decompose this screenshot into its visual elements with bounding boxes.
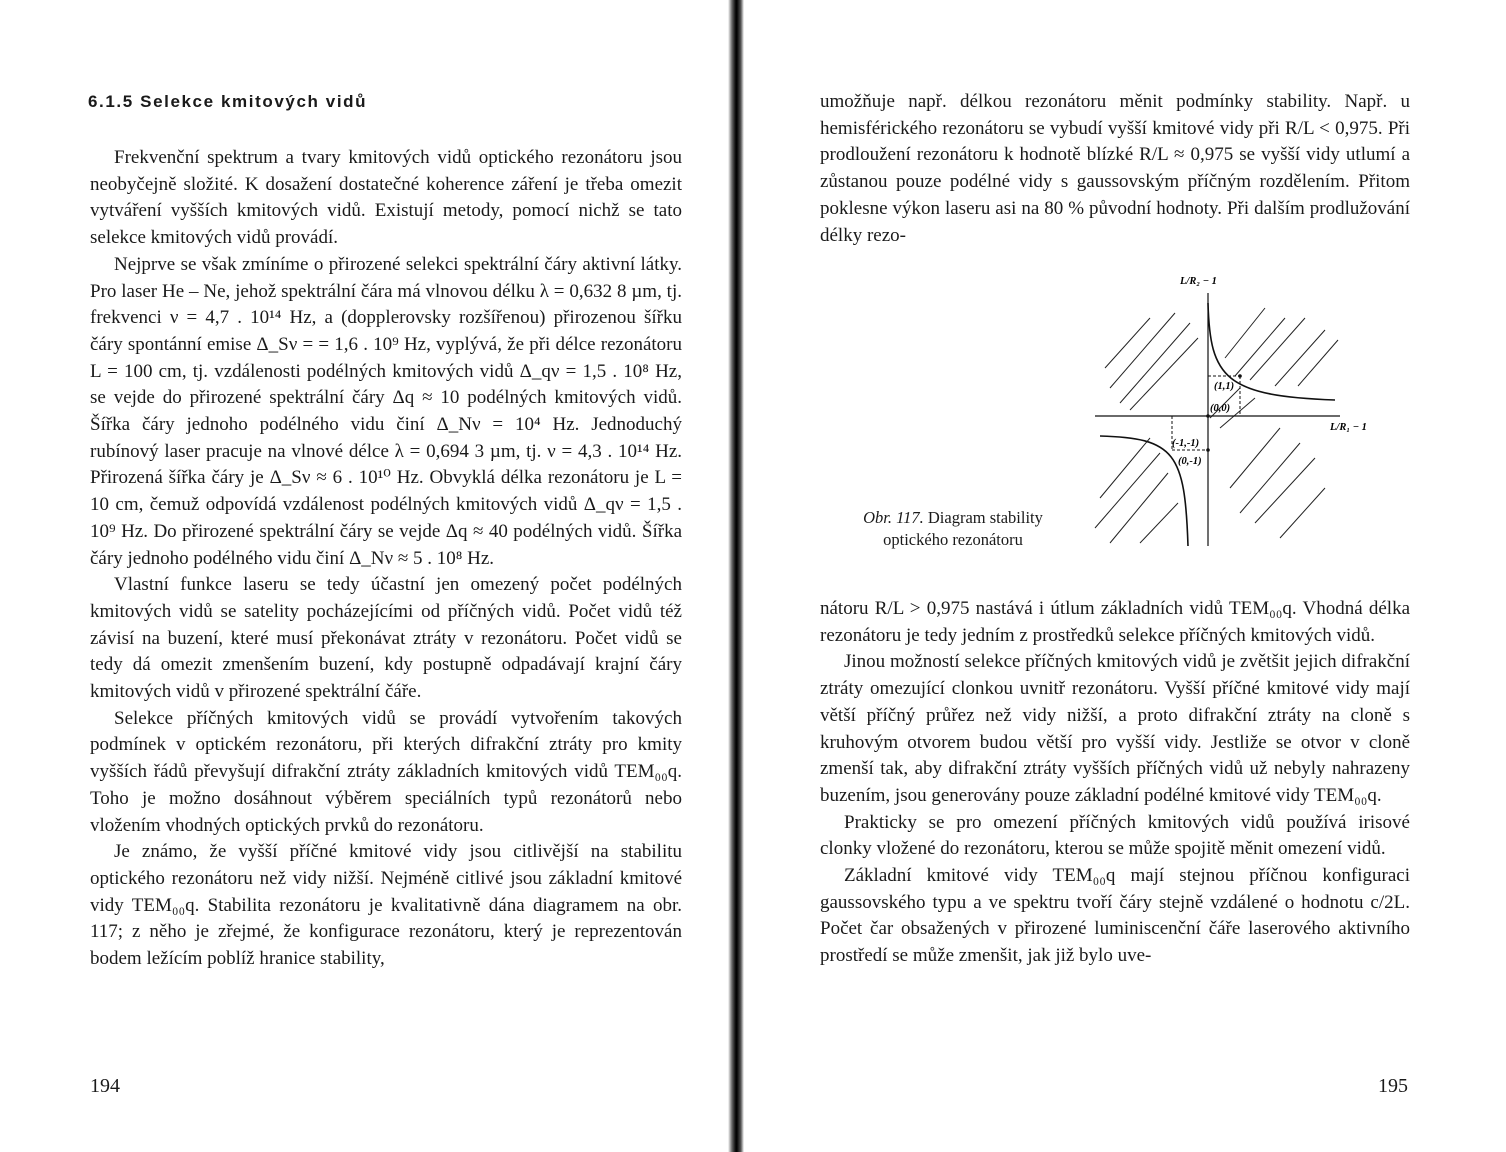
paragraph: Frekvenční spektrum a tvary kmitových vidů optického rezonátoru jsou neobyčejně složité. K dosažení dostatečné koherence záření je třeba omezit vytváření vyšších kmitových vidů. Existují metody, pomocí nichž se tato selekce kmitových vidů provádí. bbox=[90, 147, 682, 249]
paragraph: umožňuje např. délkou rezonátoru měnit podmínky stability. Např. u hemisférického rezonátoru se vybudí vyšší kmitové vidy při R/L < 0,975. Při prodloužení rezonátoru k hodnotě blízké R/L ≈ 0,975 se vyšší vidy utlumí a zůstanou pouze podélné vidy s gaussovským příčným rozdělením. Přitom poklesne výkon laseru asi na 80 % původní hodnoty. Při dalším prodlužování délky rezo- bbox=[820, 91, 1410, 246]
hatching bbox=[1095, 308, 1338, 543]
paragraph: Prakticky se pro omezení příčných kmitových vidů používá irisové clonky vložené do rezonátoru, kterou se může spojitě měnit omezení vidů. bbox=[820, 811, 1410, 860]
paragraph: nátoru R/L > 0,975 nastává i útlum základních vidů TEM₀₀q. Vhodná délka rezonátoru je tedy jedním z prostředků selekce příčných kmitových vidů. bbox=[820, 598, 1410, 646]
right-page-body-top bbox=[820, 89, 1410, 249]
paragraph: Základní kmitové vidy TEM₀₀q mají stejnou příčnou konfiguraci gaussovského typu a ve spektru tvoří čáry stejně vzdálené o hodnotu c/2L. Počet čar obsažených v přirozené luminiscenční čáře laserového aktivního prostředí se může zmenšit, jak již bylo uve- bbox=[820, 865, 1410, 967]
point-marker bbox=[1238, 374, 1242, 378]
x-axis-label: L/R₁ − 1 bbox=[1330, 422, 1367, 433]
paragraph: Selekce příčných kmitových vidů se provádí vytvořením takových podmínek v optickém rezonátoru, při kterých difrakční ztráty pro kmity vyšších řádů převyšují difrakční ztráty základních kmitových vidů TEM₀₀q. Toho je možno dosáhnout výběrem speciálních typů rezonátorů nebo vložením vhodných optických prvků do rezonátoru. bbox=[90, 707, 682, 836]
page-number-left: 194 bbox=[90, 1075, 120, 1097]
point-label: (0,-1) bbox=[1178, 456, 1202, 467]
point-label: (-1,-1) bbox=[1172, 438, 1200, 449]
point-label: (0,0) bbox=[1210, 403, 1231, 414]
section-heading: 6.1.5 Selekce kmitových vidů bbox=[88, 92, 368, 111]
paragraph: Je známo, že vyšší příčné kmitové vidy jsou citlivější na stabilitu optického rezonátoru než vidy nižší. Nejméně citlivé jsou základní kmitové vidy TEM₀₀q. Stabilita rezonátoru je kvalitativně dána diagramem na obr. 117; z něho je zřejmé, že konfigurace rezonátoru, který je reprezentován bodem ležícím poblíž hranice stability, bbox=[90, 841, 682, 970]
stability-diagram bbox=[1080, 268, 1390, 558]
figure-caption-label: Obr. 117. bbox=[863, 508, 924, 527]
point-marker bbox=[1206, 414, 1210, 418]
paragraph: Nejprve se však zmíníme o přirozené selekci spektrální čáry aktivní látky. Pro laser He – Ne, jehož spektrální čára má vlnovou délku λ = 0,632 8 µm, tj. frekvenci ν = 4,7 . 10¹⁴ Hz, a (dopplerovsky rozšířenou) přirozenou šířku čáry spontánní emise Δ_Sν = = 1,6 . 10⁹ Hz, vyplývá, že při délce rezonátoru L = 100 cm, tj. vzdálenosti podélných kmitových vidů Δ_qν = 1,5 . 10⁸ Hz, se vejde do přirozené spektrální čáry Δq ≈ 10 podélných kmitových vidů. Šířka čáry jednoho podélného vidu činí Δ_Nν = 10⁴ Hz. Jednoduchý rubínový laser pracuje na vlnové délce λ = 0,694 3 µm, tj. ν = 4,3 . 10¹⁴ Hz. Přirozená šířka čáry je Δ_Sν ≈ 6 . 10¹⁰ Hz. Obvyklá délka rezonátoru je L = 10 cm, čemuž odpovídá vzdálenost podélných kmitových vidů Δ_qν = 1,5 . 10⁹ Hz. Do přirozené spektrální čáry se vejde Δq ≈ 40 podélných vidů. Šířka čáry jednoho podélného vidu činí Δ_Nν ≈ 5 . 10⁸ Hz. bbox=[90, 253, 682, 569]
right-page-body-bottom bbox=[820, 596, 1410, 970]
paragraph: Vlastní funkce laseru se tedy účastní jen omezený počet podélných kmitových vidů se satelity pocházejícími od příčných vidů. Počet vidů též závisí na buzení, které musí překonávat ztráty v rezonátoru. Počet vidů se tedy dá omezit zmenšením buzení, kdy postupně odpadávají krajní čáry kmitových vidů v přirozené spektrální čáře. bbox=[90, 574, 682, 703]
figure-caption bbox=[838, 507, 1068, 551]
figure-caption-text: Diagram stability optického rezonátoru bbox=[883, 508, 1043, 549]
hyperbola-lower bbox=[1100, 436, 1188, 546]
paragraph: Jinou možností selekce příčných kmitových vidů je zvětšit jejich difrakční ztráty omezující clonkou uvnitř rezonátoru. Vyšší příčné kmitové vidy mají větší příčný průřez než vidy nižší, a proto difrakční ztráty na cloně s kruhovým otvorem budou větší pro vyšší vidy. Jestliže se otvor v cloně zmenší tak, aby difrakční ztráty vyšších příčných vidů už nebyly nahrazeny buzením, jsou generovány pouze základní podélné kmitové vidy TEM₀₀q. bbox=[820, 651, 1410, 806]
y-axis-label: L/R₂ − 1 bbox=[1180, 276, 1217, 287]
left-page-body bbox=[90, 145, 682, 973]
point-label: (1,1) bbox=[1214, 381, 1235, 392]
page-number-right: 195 bbox=[1378, 1075, 1408, 1097]
point-marker bbox=[1206, 448, 1210, 452]
